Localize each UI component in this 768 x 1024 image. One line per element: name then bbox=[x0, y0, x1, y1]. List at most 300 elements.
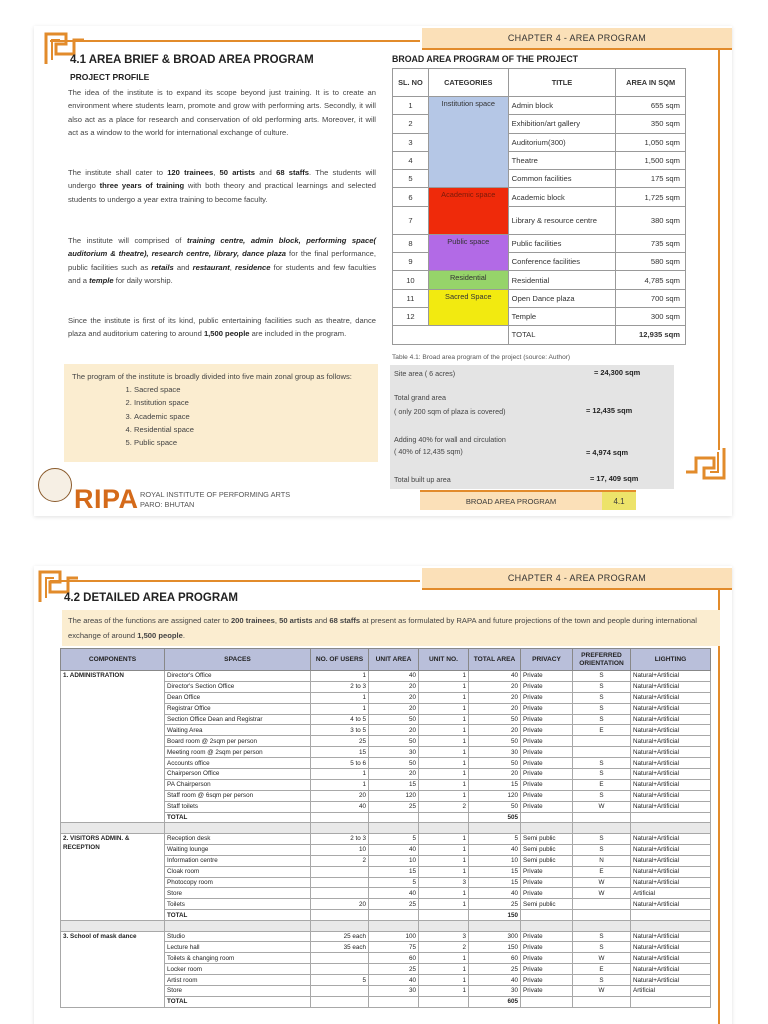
empty-cell bbox=[61, 921, 165, 932]
frame-right-line bbox=[718, 590, 720, 1024]
detailed-area-table bbox=[60, 648, 710, 1008]
users-cell: 2 bbox=[311, 855, 369, 866]
empty-cell bbox=[311, 823, 369, 834]
empty-cell bbox=[369, 823, 419, 834]
unit-no-cell: 1 bbox=[419, 855, 469, 866]
lighting-cell: Natural+Artificial bbox=[631, 790, 711, 801]
users-cell bbox=[311, 877, 369, 888]
space-cell: Board room @ 2sqm per person bbox=[165, 736, 311, 747]
table-row bbox=[393, 97, 686, 115]
users-cell: 2 to 3 bbox=[311, 681, 369, 692]
total-area-cell: 40 bbox=[469, 844, 521, 855]
paragraph-public: Since the institute is first of its kind, public entertaining facilities such as theatre, dance plaza and auditorium catering to around 1,500 people are included in the program. bbox=[68, 316, 376, 339]
total-area-cell: 10 bbox=[469, 855, 521, 866]
privacy-cell: Private bbox=[521, 866, 573, 877]
sl-cell: 9 bbox=[393, 253, 429, 271]
lighting-cell: Natural+Artificial bbox=[631, 801, 711, 812]
space-cell: Director's Section Office bbox=[165, 681, 311, 692]
users-cell: 1 bbox=[311, 769, 369, 780]
users-cell: 2 to 3 bbox=[311, 833, 369, 844]
users-cell: 20 bbox=[311, 899, 369, 910]
space-cell: Staff toilets bbox=[165, 801, 311, 812]
unit-no-cell: 1 bbox=[419, 975, 469, 986]
empty-cell bbox=[521, 812, 573, 823]
privacy-cell: Semi public bbox=[521, 899, 573, 910]
title-cell: Admin block bbox=[508, 97, 616, 115]
unit-no-cell: 1 bbox=[419, 866, 469, 877]
group-total-value: 505 bbox=[469, 812, 521, 823]
unit-area-cell: 40 bbox=[369, 888, 419, 899]
total-row bbox=[393, 326, 686, 344]
title-cell: Common facilities bbox=[508, 170, 616, 188]
unit-area-cell: 50 bbox=[369, 758, 419, 769]
lighting-cell: Natural+Artificial bbox=[631, 769, 711, 780]
empty-cell bbox=[165, 921, 311, 932]
privacy-cell: Private bbox=[521, 758, 573, 769]
privacy-cell: Private bbox=[521, 953, 573, 964]
total-area-cell: 60 bbox=[469, 953, 521, 964]
total-area-cell: 5 bbox=[469, 833, 521, 844]
lighting-cell: Natural+Artificial bbox=[631, 942, 711, 953]
section-title: 4.1 AREA BRIEF & BROAD AREA PROGRAM bbox=[70, 54, 314, 66]
total-area-cell: 15 bbox=[469, 866, 521, 877]
area-cell: 700 sqm bbox=[616, 289, 686, 307]
lighting-cell: Artificial bbox=[631, 888, 711, 899]
space-cell: Accounts office bbox=[165, 758, 311, 769]
orientation-cell: S bbox=[573, 833, 631, 844]
empty-cell bbox=[521, 823, 573, 834]
unit-area-cell: 120 bbox=[369, 790, 419, 801]
empty-cell bbox=[419, 910, 469, 921]
title-cell: Theatre bbox=[508, 151, 616, 169]
users-cell: 25 each bbox=[311, 931, 369, 942]
spacer-row bbox=[61, 823, 711, 834]
zone-intro: The program of the institute is broadly divided into five main zonal group as follows: bbox=[72, 372, 352, 381]
orientation-cell: E bbox=[573, 725, 631, 736]
empty-cell bbox=[631, 910, 711, 921]
area-calculation-box bbox=[390, 365, 674, 489]
category-cell: Institution space bbox=[428, 97, 508, 188]
privacy-cell: Private bbox=[521, 714, 573, 725]
col-header-categories: CATEGORIES bbox=[428, 69, 508, 97]
total-area-cell: 30 bbox=[469, 986, 521, 997]
space-cell: Chairperson Office bbox=[165, 769, 311, 780]
title-cell: Open Dance plaza bbox=[508, 289, 616, 307]
users-cell: 15 bbox=[311, 747, 369, 758]
frame-top-line bbox=[50, 40, 420, 42]
unit-area-cell: 25 bbox=[369, 899, 419, 910]
title-cell: Residential bbox=[508, 271, 616, 289]
space-cell: Cloak room bbox=[165, 866, 311, 877]
col-header-unit-area: UNIT AREA bbox=[369, 649, 419, 671]
space-cell: Artist room bbox=[165, 975, 311, 986]
lighting-cell: Natural+Artificial bbox=[631, 931, 711, 942]
lighting-cell: Natural+Artificial bbox=[631, 855, 711, 866]
total-area-cell: 25 bbox=[469, 899, 521, 910]
unit-no-cell: 3 bbox=[419, 877, 469, 888]
total-area-cell: 120 bbox=[469, 790, 521, 801]
privacy-cell: Private bbox=[521, 790, 573, 801]
empty-cell bbox=[573, 996, 631, 1007]
total-area-cell: 40 bbox=[469, 671, 521, 682]
unit-area-cell: 50 bbox=[369, 714, 419, 725]
privacy-cell: Private bbox=[521, 986, 573, 997]
empty-cell bbox=[311, 910, 369, 921]
privacy-cell: Private bbox=[521, 942, 573, 953]
lighting-cell: Natural+Artificial bbox=[631, 844, 711, 855]
lighting-cell: Artificial bbox=[631, 986, 711, 997]
total-area-cell: 50 bbox=[469, 714, 521, 725]
space-cell: Director's Office bbox=[165, 671, 311, 682]
total-label: TOTAL bbox=[165, 812, 311, 823]
privacy-cell: Private bbox=[521, 747, 573, 758]
category-cell: Residential bbox=[428, 271, 508, 289]
users-cell: 25 bbox=[311, 736, 369, 747]
ripa-logo-text: RIPA bbox=[74, 484, 139, 514]
privacy-cell: Private bbox=[521, 736, 573, 747]
privacy-cell: Private bbox=[521, 975, 573, 986]
privacy-cell: Private bbox=[521, 725, 573, 736]
space-cell: Information centre bbox=[165, 855, 311, 866]
page-number: 4.1 bbox=[602, 490, 636, 510]
category-cell: Sacred Space bbox=[428, 289, 508, 326]
total-area-cell: 20 bbox=[469, 681, 521, 692]
users-cell: 1 bbox=[311, 779, 369, 790]
lighting-cell: Natural+Artificial bbox=[631, 953, 711, 964]
orientation-cell: W bbox=[573, 877, 631, 888]
col-header-spaces: SPACES bbox=[165, 649, 311, 671]
unit-area-cell: 40 bbox=[369, 671, 419, 682]
lighting-cell: Natural+Artificial bbox=[631, 866, 711, 877]
col-header-total-area: TOTAL AREA bbox=[469, 649, 521, 671]
sl-cell: 4 bbox=[393, 151, 429, 169]
col-header-sl: SL. NO bbox=[393, 69, 429, 97]
paragraph-components: The institute will comprised of training centre, admin block, performing space( auditorium & theatre), research centre, library, dance plaza for the final performance, public facilities such as retails and restaurant, residence for students and few faculties and a temple for daily worship. bbox=[68, 236, 377, 286]
empty-cell bbox=[631, 996, 711, 1007]
total-area-cell: 25 bbox=[469, 964, 521, 975]
unit-no-cell: 1 bbox=[419, 671, 469, 682]
col-header-area: AREA IN SQM bbox=[616, 69, 686, 97]
empty-cell bbox=[165, 823, 311, 834]
users-cell bbox=[311, 986, 369, 997]
area-cell: 380 sqm bbox=[616, 206, 686, 234]
unit-no-cell: 1 bbox=[419, 844, 469, 855]
page-broad-area-program bbox=[34, 26, 732, 516]
empty-cell bbox=[521, 921, 573, 932]
orientation-cell: S bbox=[573, 681, 631, 692]
space-cell: Waiting lounge bbox=[165, 844, 311, 855]
unit-no-cell: 1 bbox=[419, 953, 469, 964]
empty-cell bbox=[469, 823, 521, 834]
space-cell: PA Chairperson bbox=[165, 779, 311, 790]
lighting-cell: Natural+Artificial bbox=[631, 899, 711, 910]
sl-cell: 3 bbox=[393, 133, 429, 151]
broad-area-rows bbox=[393, 97, 686, 345]
lighting-cell: Natural+Artificial bbox=[631, 692, 711, 703]
empty-cell bbox=[573, 812, 631, 823]
zone-item: 4. Residential space bbox=[134, 423, 370, 436]
total-area-cell: 15 bbox=[469, 779, 521, 790]
unit-no-cell: 1 bbox=[419, 714, 469, 725]
total-label: TOTAL bbox=[508, 326, 616, 344]
orientation-cell: S bbox=[573, 758, 631, 769]
unit-area-cell: 40 bbox=[369, 844, 419, 855]
orientation-cell: S bbox=[573, 671, 631, 682]
component-cell: 2. VISITORS ADMIN. & RECEPTION bbox=[61, 833, 165, 920]
component-cell: 1. ADMINISTRATION bbox=[61, 671, 165, 823]
users-cell: 1 bbox=[311, 692, 369, 703]
lighting-cell: Natural+Artificial bbox=[631, 725, 711, 736]
empty-cell bbox=[369, 812, 419, 823]
total-area-cell: 20 bbox=[469, 725, 521, 736]
total-area-cell: 50 bbox=[469, 736, 521, 747]
total-area-cell: 40 bbox=[469, 888, 521, 899]
total-label: TOTAL bbox=[165, 996, 311, 1007]
col-header-components: COMPONENTS bbox=[61, 649, 165, 671]
zone-list bbox=[134, 383, 370, 449]
detailed-area-rows bbox=[61, 671, 711, 1008]
circulation-value: = 4,974 sqm bbox=[586, 448, 629, 457]
title-cell: Public facilities bbox=[508, 234, 616, 252]
unit-no-cell: 1 bbox=[419, 681, 469, 692]
section-title: 4.2 DETAILED AREA PROGRAM bbox=[64, 592, 239, 604]
total-label: TOTAL bbox=[165, 910, 311, 921]
empty-cell bbox=[369, 910, 419, 921]
unit-no-cell: 1 bbox=[419, 790, 469, 801]
privacy-cell: Private bbox=[521, 703, 573, 714]
unit-area-cell: 20 bbox=[369, 681, 419, 692]
orientation-cell bbox=[573, 747, 631, 758]
area-cell: 300 sqm bbox=[616, 307, 686, 325]
orientation-cell bbox=[573, 899, 631, 910]
empty-cell bbox=[573, 823, 631, 834]
users-cell: 1 bbox=[311, 671, 369, 682]
space-cell: Store bbox=[165, 888, 311, 899]
area-cell: 735 sqm bbox=[616, 234, 686, 252]
empty-cell bbox=[573, 921, 631, 932]
zone-item: 5. Public space bbox=[134, 436, 370, 449]
space-cell: Meeting room @ 2sqm per person bbox=[165, 747, 311, 758]
space-cell: Section Office Dean and Registrar bbox=[165, 714, 311, 725]
col-header-orientation: PREFERRED ORIENTATION bbox=[573, 649, 631, 671]
unit-area-cell: 20 bbox=[369, 703, 419, 714]
users-cell: 35 each bbox=[311, 942, 369, 953]
empty-cell bbox=[631, 823, 711, 834]
zone-item: 1. Sacred space bbox=[134, 383, 370, 396]
table-row bbox=[393, 271, 686, 289]
title-cell: Conference facilities bbox=[508, 253, 616, 271]
orientation-cell: W bbox=[573, 953, 631, 964]
sl-cell: 12 bbox=[393, 307, 429, 325]
total-area-cell: 15 bbox=[469, 877, 521, 888]
col-header-unit-no: UNIT NO. bbox=[419, 649, 469, 671]
page-detailed-area-program bbox=[34, 566, 732, 1024]
orientation-cell: E bbox=[573, 866, 631, 877]
unit-no-cell: 1 bbox=[419, 725, 469, 736]
privacy-cell: Private bbox=[521, 964, 573, 975]
table-row bbox=[61, 833, 711, 844]
component-cell: 3. School of mask dance bbox=[61, 931, 165, 1007]
table-caption: Table 4.1: Broad area program of the project (source: Author) bbox=[392, 354, 571, 361]
sl-cell: 5 bbox=[393, 170, 429, 188]
space-cell: Studio bbox=[165, 931, 311, 942]
orientation-cell: W bbox=[573, 801, 631, 812]
empty-cell bbox=[393, 326, 509, 344]
paragraph-idea: The idea of the institute is to expand its scope beyond just training. It is to create an environment where students learn, promote and grow with performing arts. Secondly, it will also act as a place for research and conservation of old performing arts. Moreover, it will act as a window to the world for international exchange of culture. bbox=[68, 88, 376, 138]
title-cell: Auditorium(300) bbox=[508, 133, 616, 151]
profile-heading: PROJECT PROFILE bbox=[70, 72, 150, 82]
total-area-cell: 50 bbox=[469, 758, 521, 769]
lighting-cell: Natural+Artificial bbox=[631, 779, 711, 790]
built-up-label: Total built up area bbox=[394, 475, 451, 484]
area-cell: 4,785 sqm bbox=[616, 271, 686, 289]
unit-no-cell: 2 bbox=[419, 942, 469, 953]
col-header-title: TITLE bbox=[508, 69, 616, 97]
total-area-cell: 40 bbox=[469, 975, 521, 986]
unit-area-cell: 20 bbox=[369, 725, 419, 736]
orientation-cell: S bbox=[573, 931, 631, 942]
area-cell: 580 sqm bbox=[616, 253, 686, 271]
space-cell: Toilets bbox=[165, 899, 311, 910]
orientation-cell: W bbox=[573, 888, 631, 899]
empty-cell bbox=[311, 996, 369, 1007]
empty-cell bbox=[311, 921, 369, 932]
table-row bbox=[61, 931, 711, 942]
empty-cell bbox=[469, 921, 521, 932]
privacy-cell: Private bbox=[521, 931, 573, 942]
circulation-note: ( 40% of 12,435 sqm) bbox=[394, 447, 463, 456]
privacy-cell: Semi public bbox=[521, 855, 573, 866]
space-cell: Reception desk bbox=[165, 833, 311, 844]
unit-no-cell: 1 bbox=[419, 964, 469, 975]
lighting-cell: Natural+Artificial bbox=[631, 964, 711, 975]
total-area-cell: 50 bbox=[469, 801, 521, 812]
table-row bbox=[393, 289, 686, 307]
unit-area-cell: 30 bbox=[369, 986, 419, 997]
users-cell: 20 bbox=[311, 790, 369, 801]
title-cell: Academic block bbox=[508, 188, 616, 206]
orientation-cell: S bbox=[573, 714, 631, 725]
lighting-cell: Natural+Artificial bbox=[631, 736, 711, 747]
lighting-cell: Natural+Artificial bbox=[631, 758, 711, 769]
unit-no-cell: 1 bbox=[419, 769, 469, 780]
category-cell: Academic space bbox=[428, 188, 508, 234]
zone-item: 2. Institution space bbox=[134, 396, 370, 409]
users-cell bbox=[311, 866, 369, 877]
sl-cell: 10 bbox=[393, 271, 429, 289]
area-cell: 1,050 sqm bbox=[616, 133, 686, 151]
area-cell: 175 sqm bbox=[616, 170, 686, 188]
privacy-cell: Private bbox=[521, 769, 573, 780]
lighting-cell: Natural+Artificial bbox=[631, 714, 711, 725]
total-area-cell: 30 bbox=[469, 747, 521, 758]
zone-item: 3. Academic space bbox=[134, 410, 370, 423]
unit-area-cell: 75 bbox=[369, 942, 419, 953]
space-cell: Photocopy room bbox=[165, 877, 311, 888]
unit-no-cell: 1 bbox=[419, 758, 469, 769]
lighting-cell: Natural+Artificial bbox=[631, 833, 711, 844]
total-value: 12,935 sqm bbox=[616, 326, 686, 344]
lighting-cell: Natural+Artificial bbox=[631, 975, 711, 986]
category-cell: Public space bbox=[428, 234, 508, 271]
users-cell bbox=[311, 964, 369, 975]
total-area-cell: 20 bbox=[469, 769, 521, 780]
sl-cell: 6 bbox=[393, 188, 429, 206]
unit-area-cell: 25 bbox=[369, 964, 419, 975]
chapter-header: CHAPTER 4 - AREA PROGRAM bbox=[422, 568, 732, 590]
unit-no-cell: 1 bbox=[419, 833, 469, 844]
sl-cell: 1 bbox=[393, 97, 429, 115]
unit-no-cell: 1 bbox=[419, 736, 469, 747]
empty-cell bbox=[419, 823, 469, 834]
users-cell: 5 bbox=[311, 975, 369, 986]
privacy-cell: Private bbox=[521, 779, 573, 790]
col-header-lighting: LIGHTING bbox=[631, 649, 711, 671]
frame-right-line bbox=[718, 50, 720, 450]
chapter-header: CHAPTER 4 - AREA PROGRAM bbox=[422, 28, 732, 50]
intro-paragraph: The areas of the functions are assigned cater to 200 trainees, 50 artists and 68 staffs at present as formulated by RAPA and future projections of the town and people during international exchange of around 1,500 people. bbox=[62, 610, 720, 646]
title-cell: Library & resource centre bbox=[508, 206, 616, 234]
users-cell: 1 bbox=[311, 703, 369, 714]
area-cell: 1,500 sqm bbox=[616, 151, 686, 169]
unit-area-cell: 20 bbox=[369, 769, 419, 780]
space-cell: Dean Office bbox=[165, 692, 311, 703]
unit-no-cell: 1 bbox=[419, 703, 469, 714]
total-area-cell: 300 bbox=[469, 931, 521, 942]
users-cell: 10 bbox=[311, 844, 369, 855]
orientation-cell: E bbox=[573, 964, 631, 975]
circulation-label: Adding 40% for wall and circulation bbox=[394, 435, 506, 444]
space-cell: Toilets & changing room bbox=[165, 953, 311, 964]
unit-no-cell: 1 bbox=[419, 888, 469, 899]
sl-cell: 8 bbox=[393, 234, 429, 252]
space-cell: Locker room bbox=[165, 964, 311, 975]
unit-area-cell: 100 bbox=[369, 931, 419, 942]
unit-no-cell: 1 bbox=[419, 779, 469, 790]
orientation-cell: S bbox=[573, 975, 631, 986]
unit-area-cell: 10 bbox=[369, 855, 419, 866]
paragraph-capacity: The institute shall cater to 120 trainees, 50 artists and 68 staffs. The students will undergo three years of training with both theory and practical learnings and selected students to undergo a year extra training to become faculty. bbox=[68, 168, 376, 204]
privacy-cell: Private bbox=[521, 877, 573, 888]
space-cell: Waiting Area bbox=[165, 725, 311, 736]
users-cell bbox=[311, 953, 369, 964]
ornament-bottom-right-icon bbox=[682, 446, 726, 482]
lighting-cell: Natural+Artificial bbox=[631, 703, 711, 714]
orientation-cell: E bbox=[573, 779, 631, 790]
space-cell: Lecture hall bbox=[165, 942, 311, 953]
unit-no-cell: 2 bbox=[419, 801, 469, 812]
table-row bbox=[393, 188, 686, 206]
privacy-cell: Private bbox=[521, 681, 573, 692]
grand-area-note: ( only 200 sqm of plaza is covered) bbox=[394, 407, 506, 416]
unit-area-cell: 15 bbox=[369, 866, 419, 877]
empty-cell bbox=[369, 921, 419, 932]
empty-cell bbox=[631, 812, 711, 823]
unit-no-cell: 1 bbox=[419, 986, 469, 997]
empty-cell bbox=[521, 996, 573, 1007]
users-cell bbox=[311, 888, 369, 899]
unit-no-cell: 3 bbox=[419, 931, 469, 942]
ripa-subtitle: ROYAL INSTITUTE OF PERFORMING ARTS PARO: BHUTAN bbox=[140, 490, 291, 509]
privacy-cell: Semi public bbox=[521, 833, 573, 844]
orientation-cell: S bbox=[573, 942, 631, 953]
space-cell: Registrar Office bbox=[165, 703, 311, 714]
frame-top-line bbox=[50, 580, 420, 582]
users-cell: 5 to 6 bbox=[311, 758, 369, 769]
users-cell: 40 bbox=[311, 801, 369, 812]
orientation-cell: S bbox=[573, 692, 631, 703]
privacy-cell: Private bbox=[521, 888, 573, 899]
